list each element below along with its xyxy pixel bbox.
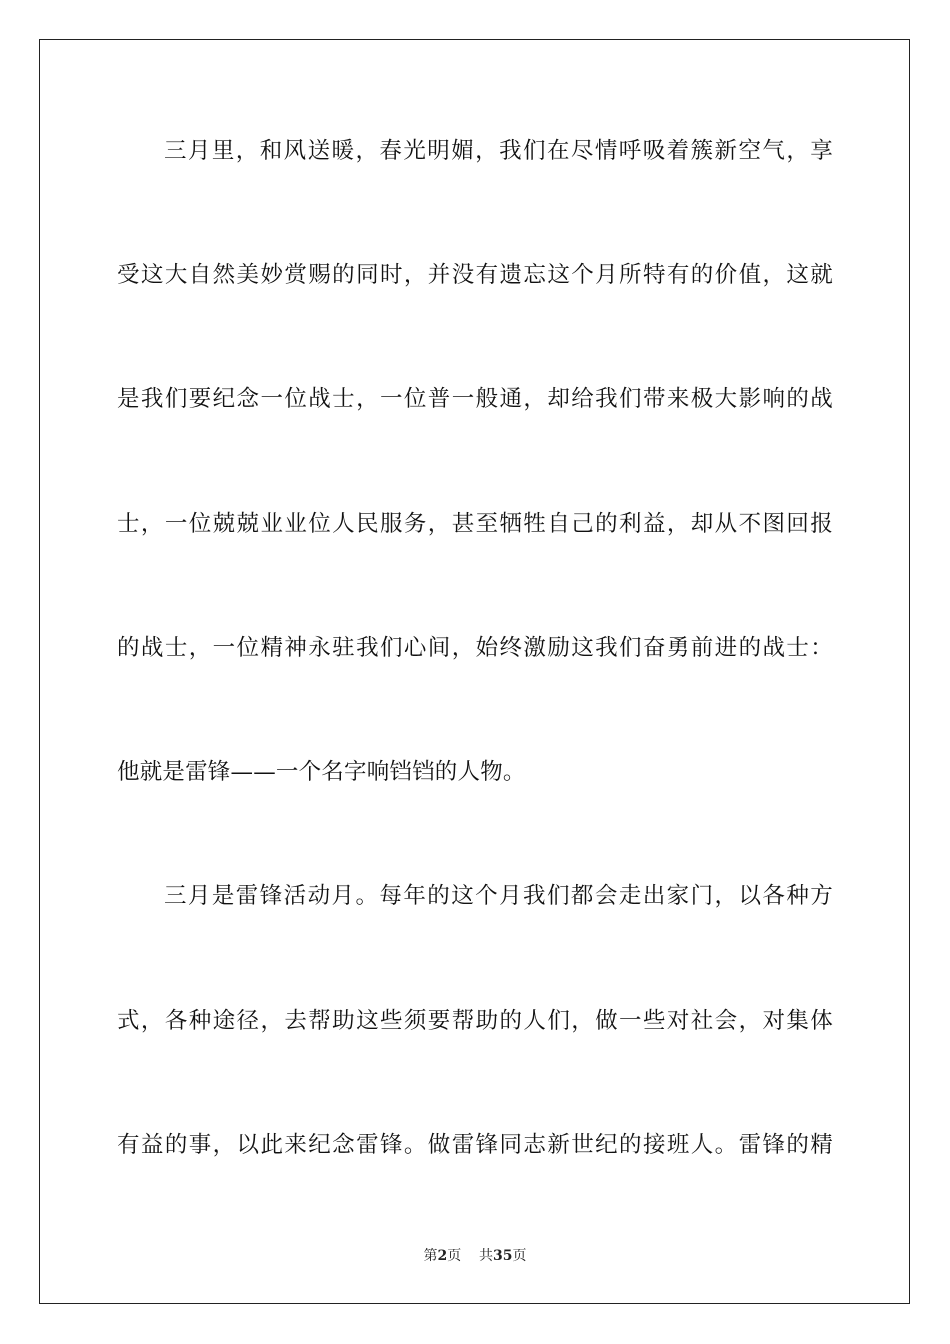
paragraph-2-line-2: 式，各种途径，去帮助这些须要帮助的人们，做一些对社会，对集体 <box>117 1008 833 1034</box>
page-number: 2 <box>437 1248 448 1264</box>
paragraph-1-line-6: 他就是雷锋——一个名字响铛铛的人物。 <box>117 759 526 785</box>
page-prefix: 第 <box>423 1248 438 1264</box>
page-border <box>39 39 910 1304</box>
page-suffix: 页 <box>447 1248 462 1264</box>
total-suffix: 页 <box>512 1248 527 1264</box>
total-pages: 35 <box>493 1248 513 1264</box>
paragraph-1-line-5: 的战士，一位精神永驻我们心间，始终激励这我们奋勇前进的战士： <box>117 635 833 661</box>
paragraph-2-line-1: 三月是雷锋活动月。每年的这个月我们都会走出家门，以各种方 <box>164 883 833 909</box>
paragraph-1-line-2: 受这大自然美妙赏赐的同时，并没有遗忘这个月所特有的价值，这就 <box>117 262 833 288</box>
paragraph-1-line-1: 三月里，和风送暖，春光明媚，我们在尽情呼吸着簇新空气，享 <box>164 138 833 164</box>
paragraph-1-line-4: 士，一位兢兢业业位人民服务，甚至牺牲自己的利益，却从不图回报 <box>117 511 833 537</box>
paragraph-1-line-3: 是我们要纪念一位战士，一位普一般通，却给我们带来极大影响的战 <box>117 386 833 412</box>
page-footer <box>0 1247 950 1265</box>
paragraph-2-line-3: 有益的事，以此来纪念雷锋。做雷锋同志新世纪的接班人。雷锋的精 <box>117 1132 833 1158</box>
total-prefix: 共 <box>479 1248 494 1264</box>
